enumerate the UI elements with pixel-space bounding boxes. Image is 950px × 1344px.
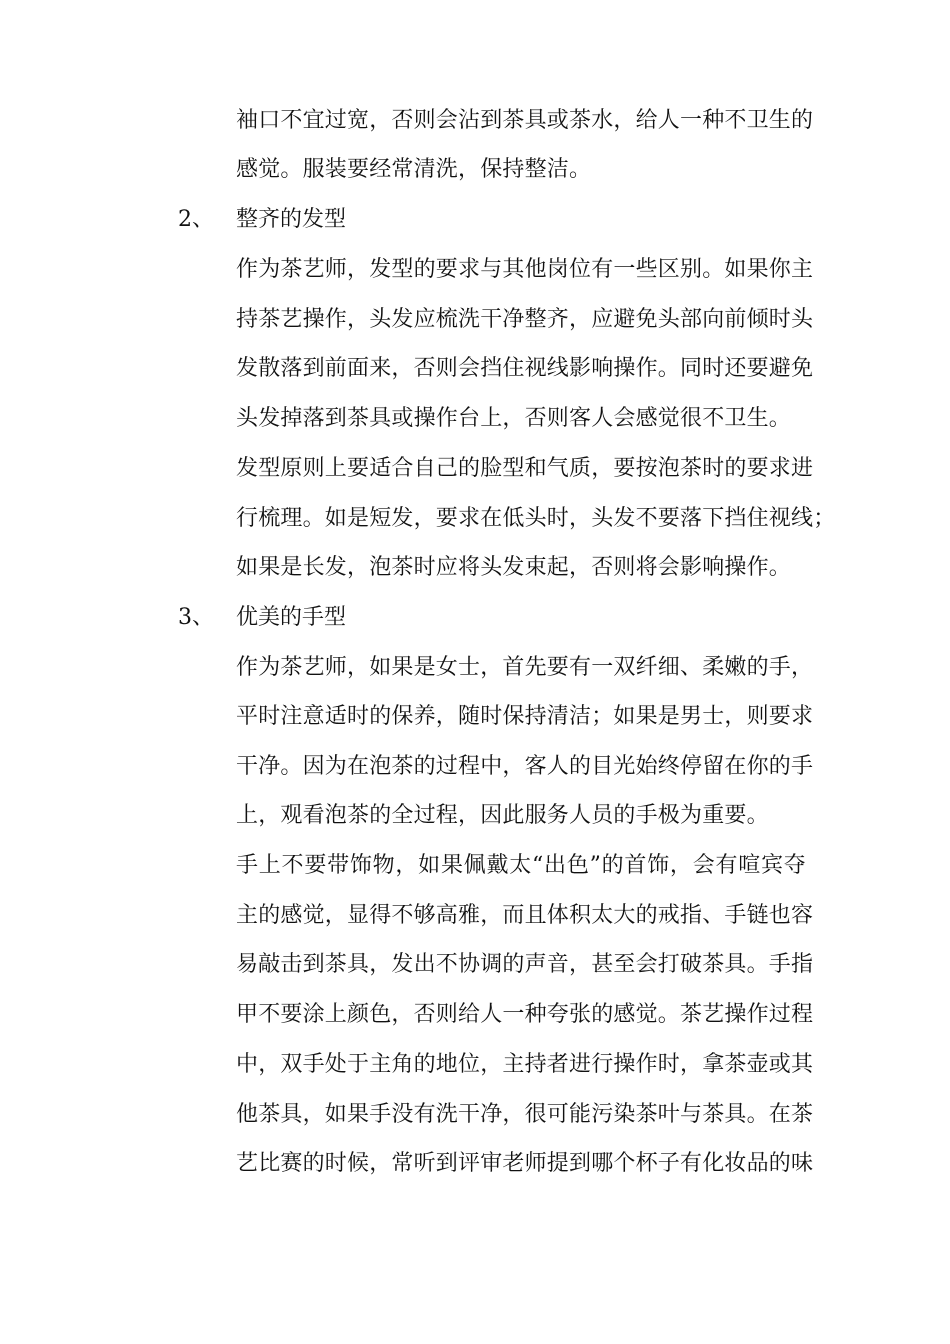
paragraph-line: 作为茶艺师，发型的要求与其他岗位有一些区别。如果你主 <box>236 257 814 282</box>
paragraph-line: 袖口不宜过宽，否则会沾到茶具或茶水，给人一种不卫生的 <box>236 108 814 133</box>
paragraph-line: 他茶具，如果手没有洗干净，很可能污染茶叶与茶具。在茶 <box>236 1102 814 1127</box>
paragraph-line: 作为茶艺师，如果是女士，首先要有一双纤细、柔嫩的手， <box>236 655 814 680</box>
paragraph-line: 如果是长发，泡茶时应将头发束起，否则将会影响操作。 <box>236 555 792 580</box>
paragraph-line: 发型原则上要适合自己的脸型和气质，要按泡茶时的要求进 <box>236 456 814 481</box>
paragraph-line: 甲不要涂上颜色，否则给人一种夸张的感觉。茶艺操作过程 <box>236 1002 814 1027</box>
paragraph-line: 干净。因为在泡茶的过程中，客人的目光始终停留在你的手 <box>236 754 814 779</box>
paragraph-line: 感觉。服装要经常清洗，保持整洁。 <box>236 157 592 182</box>
paragraph-line: 持茶艺操作，头发应梳洗干净整齐，应避免头部向前倾时头 <box>236 307 814 332</box>
paragraph-line: 平时注意适时的保养，随时保持清洁；如果是男士，则要求 <box>236 704 814 729</box>
paragraph-line: 中，双手处于主角的地位，主持者进行操作时，拿茶壶或其 <box>236 1052 814 1077</box>
paragraph-line: 上，观看泡茶的全过程，因此服务人员的手极为重要。 <box>236 803 769 828</box>
section-heading: 整齐的发型 <box>236 207 347 232</box>
paragraph-line: 主的感觉，显得不够高雅，而且体积太大的戒指、手链也容 <box>236 903 814 928</box>
section-number: 3、 <box>178 605 214 630</box>
paragraph-line: 发散落到前面来，否则会挡住视线影响操作。同时还要避免 <box>236 356 814 381</box>
section-heading: 优美的手型 <box>236 605 347 630</box>
paragraph-line: 手上不要带饰物，如果佩戴太“出色”的首饰，会有喧宾夺 <box>236 853 806 878</box>
paragraph-line: 头发掉落到茶具或操作台上，否则客人会感觉很不卫生。 <box>236 406 792 431</box>
paragraph-line: 易敲击到茶具，发出不协调的声音，甚至会打破茶具。手指 <box>236 952 814 977</box>
paragraph-line: 行梳理。如是短发，要求在低头时，头发不要落下挡住视线； <box>236 506 836 531</box>
section-number: 2、 <box>178 207 214 232</box>
paragraph-line: 艺比赛的时候，常听到评审老师提到哪个杯子有化妆品的味 <box>236 1151 814 1176</box>
